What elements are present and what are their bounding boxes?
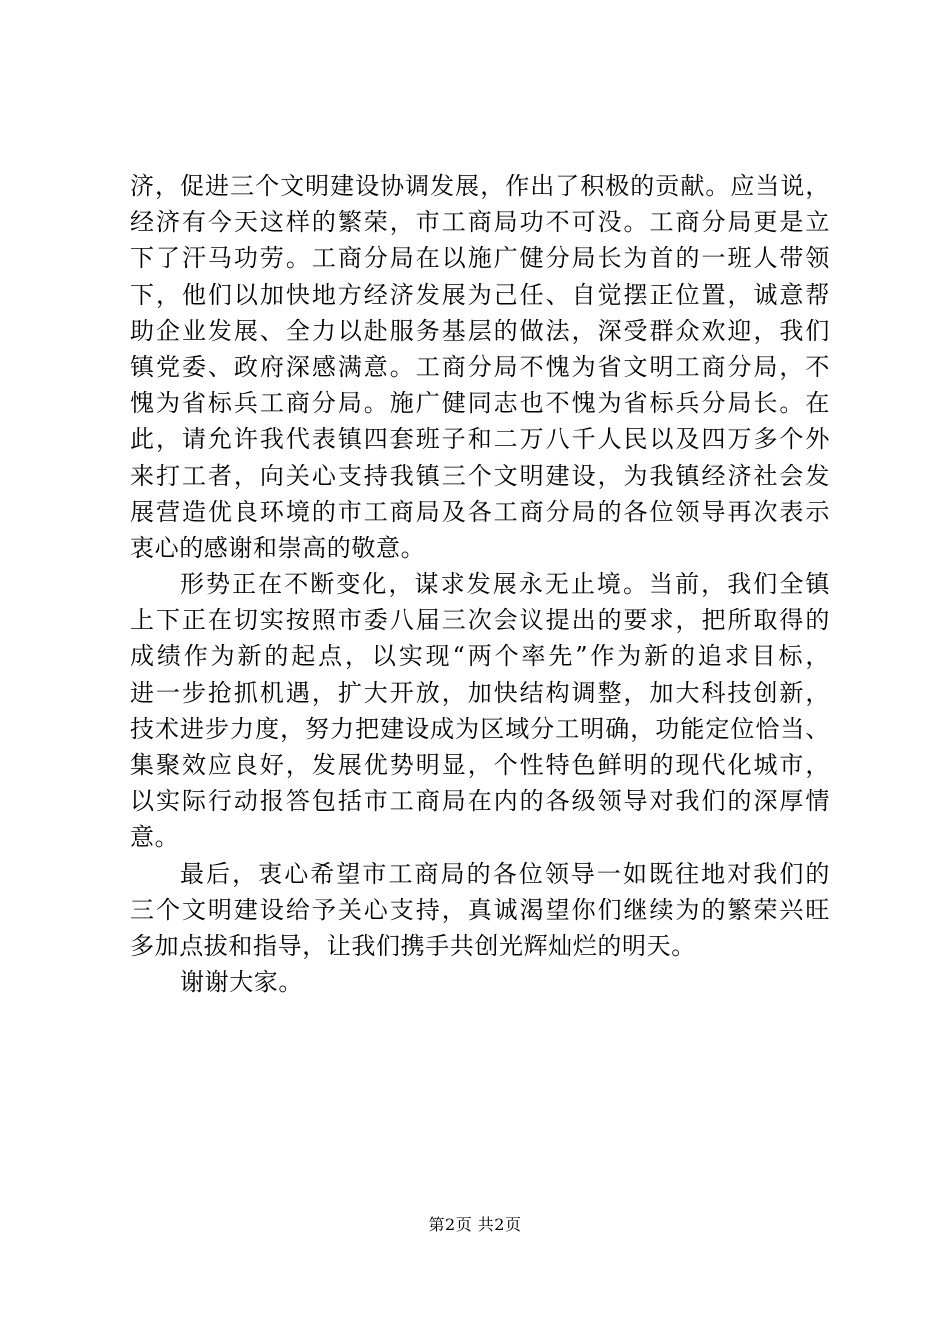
- text-line: 愧为省标兵工商分局。施广健同志也不愧为省标兵分局长。在: [130, 389, 830, 418]
- paragraph-first-line: 谢谢大家。: [180, 968, 303, 997]
- text-line: 济，促进三个文明建设协调发展，作出了积极的贡献。应当说，: [130, 172, 830, 200]
- text-line: 技术进步力度，努力把建设成为区域分工明确，功能定位恰当、: [130, 714, 830, 743]
- text-line: 意。: [130, 823, 180, 852]
- text-line: 成绩作为新的起点，以实现“两个率先”作为新的追求目标，: [130, 642, 830, 671]
- text-line: 镇党委、政府深感满意。工商分局不愧为省文明工商分局，不: [130, 352, 830, 381]
- paragraph-first-line: 形势正在不断变化，谋求发展永无止境。当前，我们全镇: [180, 570, 830, 599]
- text-line: 经济有今天这样的繁荣，市工商局功不可没。工商分局更是立: [130, 208, 830, 237]
- text-line: 多加点拔和指导，让我们携手共创光辉灿烂的明天。: [130, 931, 696, 960]
- page-number-footer: 第2页 共2页: [428, 1215, 522, 1234]
- text-line: 三个文明建设给予关心支持，真诚渴望你们继续为的繁荣兴旺: [130, 895, 830, 924]
- paragraph-first-line: 最后，衷心希望市工商局的各位领导一如既往地对我们的: [180, 859, 830, 888]
- text-line: 集聚效应良好，发展优势明显，个性特色鲜明的现代化城市，: [130, 751, 830, 779]
- text-line: 衷心的感谢和崇高的敬意。: [130, 533, 426, 562]
- text-line: 来打工者，向关心支持我镇三个文明建设，为我镇经济社会发: [130, 461, 830, 490]
- text-line: 进一步抢抓机遇，扩大开放，加快结构调整，加大科技创新，: [130, 678, 830, 707]
- text-line: 下了汗马功劳。工商分局在以施广健分局长为首的一班人带领: [130, 244, 830, 273]
- body-text: [130, 168, 830, 1000]
- text-line: 展营造优良环境的市工商局及各工商分局的各位领导再次表示: [130, 497, 830, 526]
- text-line: 上下正在切实按照市委八届三次会议提出的要求，把所取得的: [130, 606, 830, 635]
- text-line: 以实际行动报答包括市工商局在内的各级领导对我们的深厚情: [130, 787, 830, 816]
- text-line: 助企业发展、全力以赴服务基层的做法，深受群众欢迎，我们: [130, 316, 830, 345]
- text-line: 下，他们以加快地方经济发展为己任、自觉摆正位置，诚意帮: [130, 280, 830, 309]
- text-line: 此，请允许我代表镇四套班子和二万八千人民以及四万多个外: [130, 425, 830, 454]
